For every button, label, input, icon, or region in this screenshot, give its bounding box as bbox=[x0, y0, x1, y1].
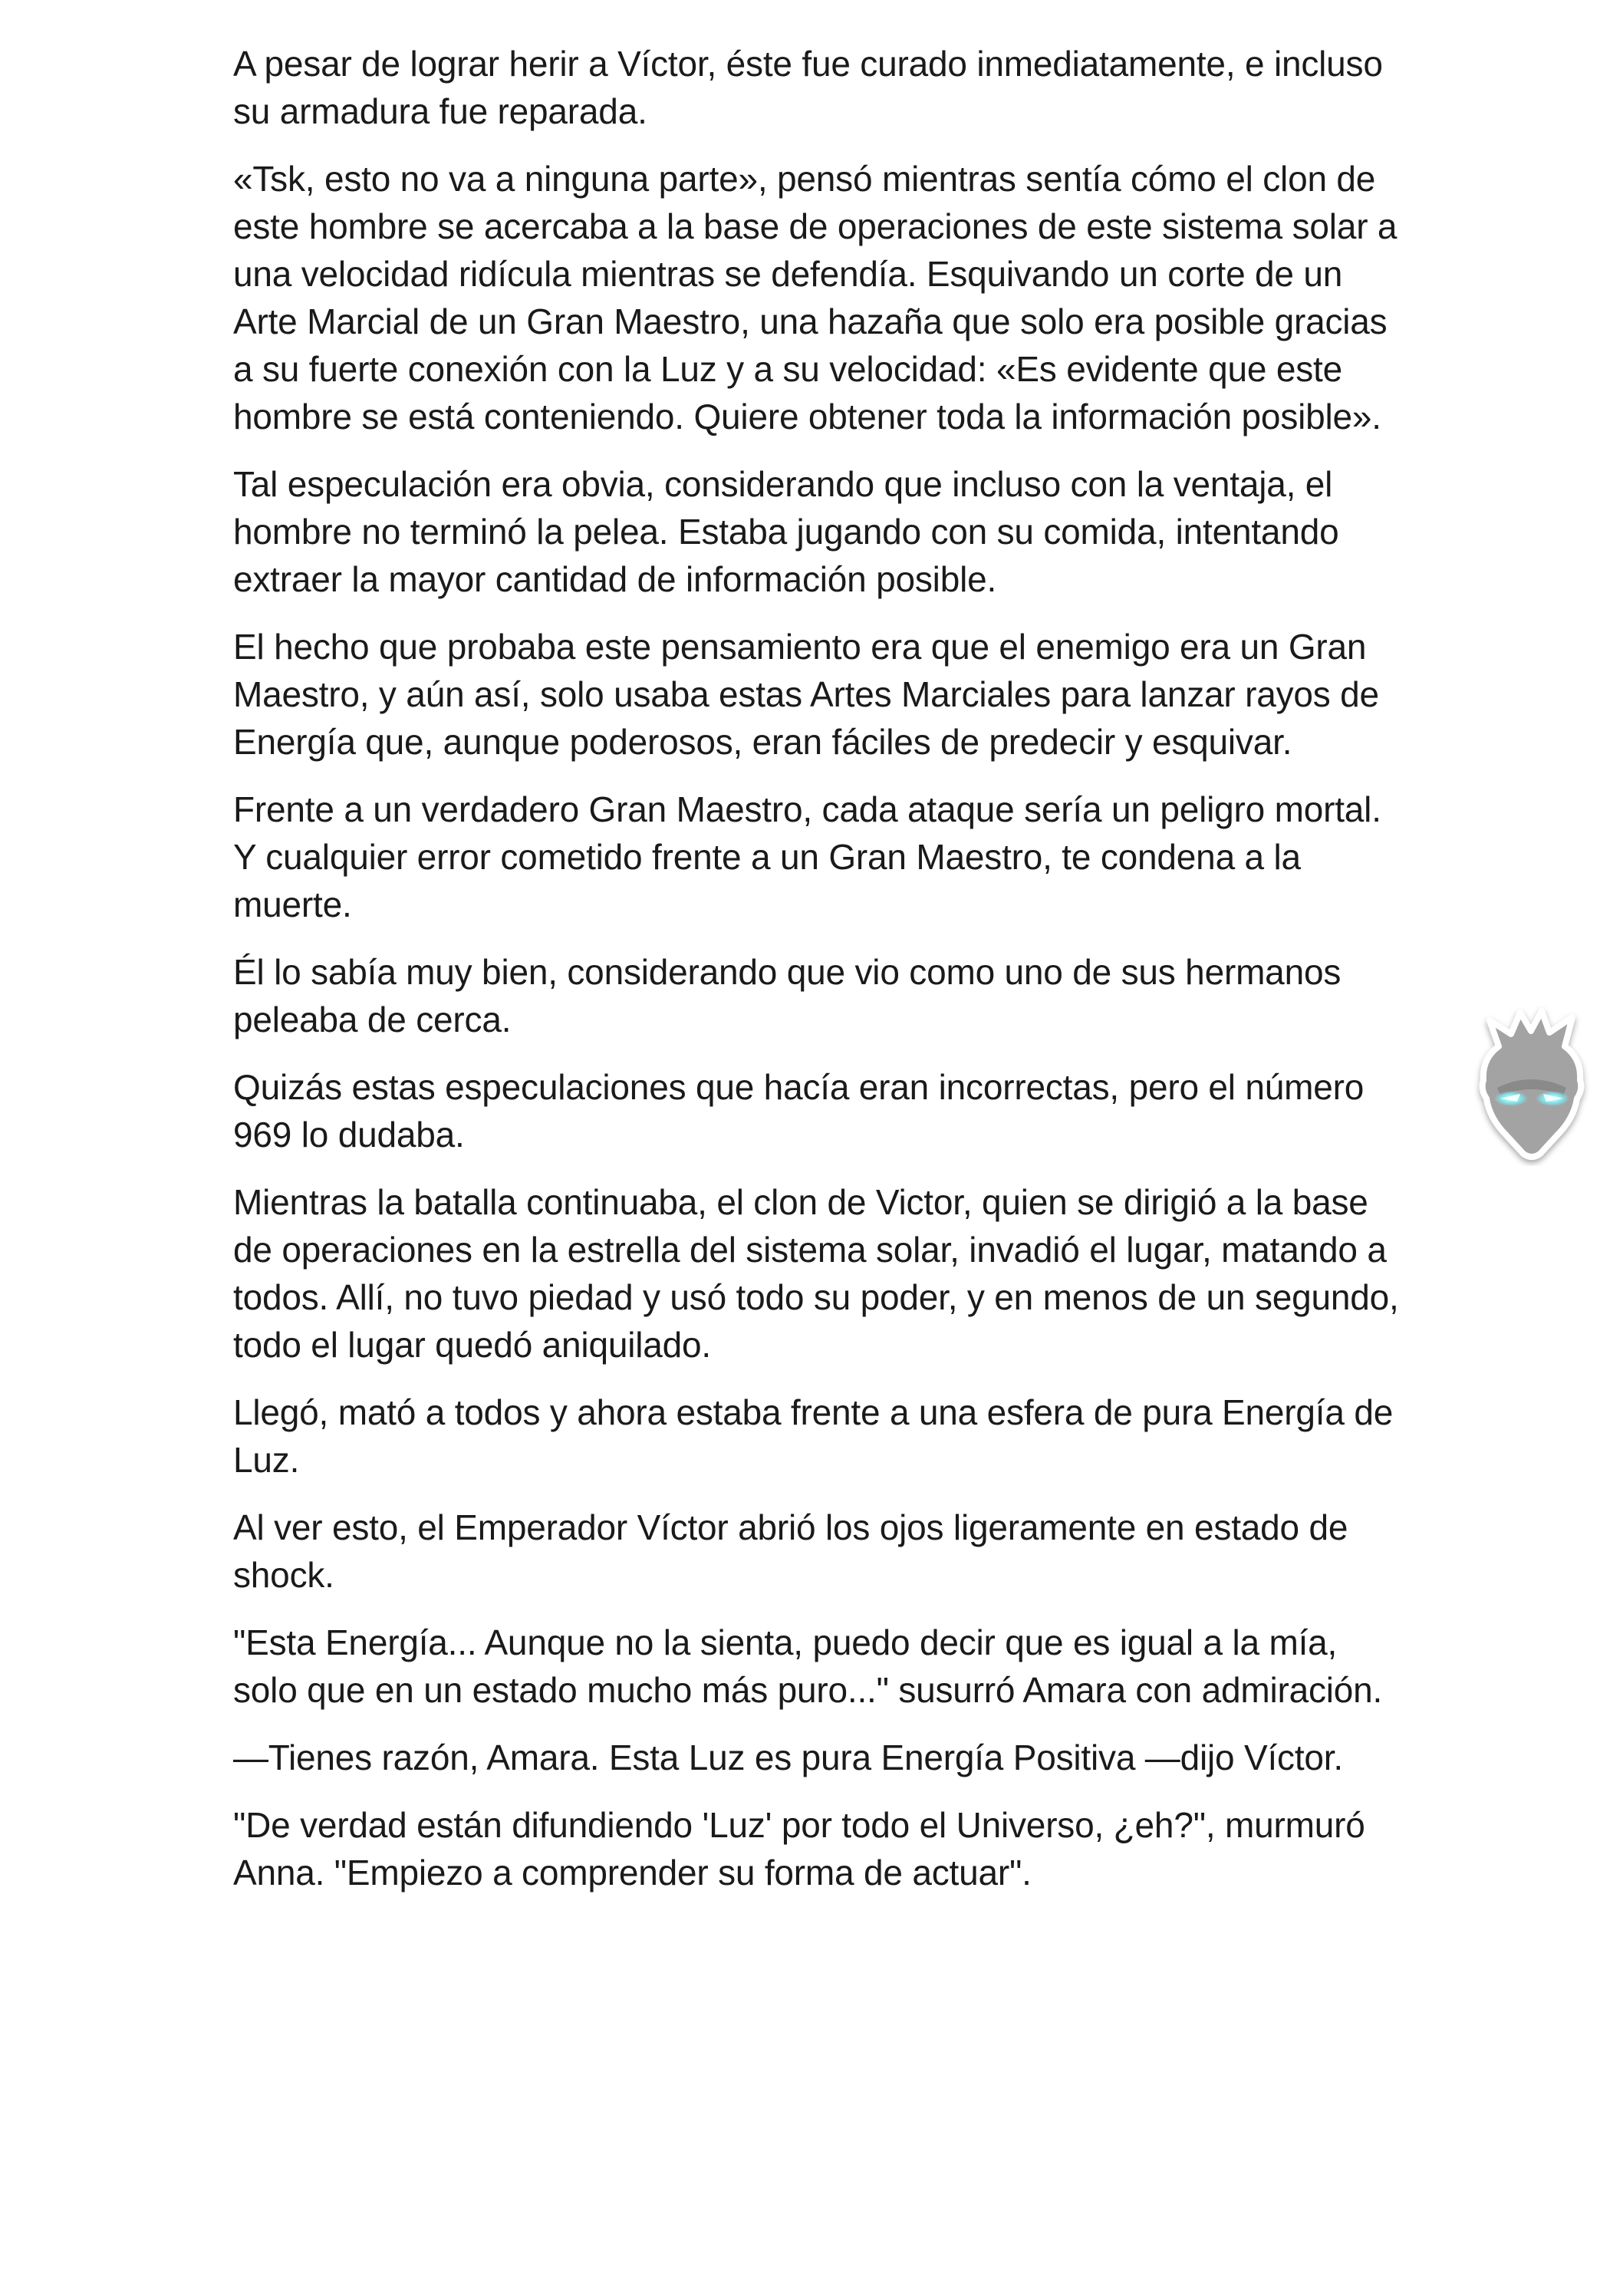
demon-head-logo-icon bbox=[1467, 997, 1597, 1166]
paragraph: A pesar de lograr herir a Víctor, éste fue curado inmediatamente, e incluso su armadura fue reparada. bbox=[233, 44, 1383, 131]
paragraph: El hecho que probaba este pensamiento era que el enemigo era un Gran Maestro, y aún así, solo usaba estas Artes Marciales para lanzar rayos de Energía que, aunque poderosos, eran fáciles de predecir y esquivar. bbox=[233, 627, 1379, 762]
paragraph: "De verdad están difundiendo 'Luz' por todo el Universo, ¿eh?", murmuró Anna. "Empiezo a comprender su forma de actuar". bbox=[233, 1805, 1365, 1892]
paragraph: Frente a un verdadero Gran Maestro, cada ataque sería un peligro mortal. Y cualquier error cometido frente a un Gran Maestro, te condena a la muerte. bbox=[233, 789, 1381, 924]
paragraph: «Tsk, esto no va a ninguna parte», pensó mientras sentía cómo el clon de este hombre se acercaba a la base de operaciones de este sistema solar a una velocidad ridícula mientras se defendía. Esquivando un corte de un Arte Marcial de un Gran Maestro, una hazaña que solo era posible gracias a su fuerte conexión con la Luz y a su velocidad: «Es evidente que este hombre se está conteniendo. Quiere obtener toda la información posible». bbox=[233, 159, 1397, 436]
paragraph: Él lo sabía muy bien, considerando que vio como uno de sus hermanos peleaba de cerca. bbox=[233, 952, 1342, 1039]
paragraph: —Tienes razón, Amara. Esta Luz es pura Energía Positiva —dijo Víctor. bbox=[233, 1738, 1343, 1777]
paragraph: Tal especulación era obvia, considerando que incluso con la ventaja, el hombre no terminó la pelea. Estaba jugando con su comida, intentando extraer la mayor cantidad de información posible. bbox=[233, 464, 1339, 599]
paragraph: Llegó, mató a todos y ahora estaba frente a una esfera de pura Energía de Luz. bbox=[233, 1392, 1394, 1480]
paragraph: Al ver esto, el Emperador Víctor abrió los ojos ligeramente en estado de shock. bbox=[233, 1507, 1348, 1595]
paragraph: Quizás estas especulaciones que hacía eran incorrectas, pero el número 969 lo dudaba. bbox=[233, 1067, 1365, 1155]
paragraph: "Esta Energía... Aunque no la sienta, puedo decir que es igual a la mía, solo que en un estado mucho más puro..." susurró Amara con admiración. bbox=[233, 1622, 1383, 1710]
paragraph: Mientras la batalla continuaba, el clon de Victor, quien se dirigió a la base de operaciones en la estrella del sistema solar, invadió el lugar, matando a todos. Allí, no tuvo piedad y usó todo su poder, y en menos de un segundo, todo el lugar quedó aniquilado. bbox=[233, 1182, 1399, 1365]
document-body bbox=[233, 40, 1399, 1916]
